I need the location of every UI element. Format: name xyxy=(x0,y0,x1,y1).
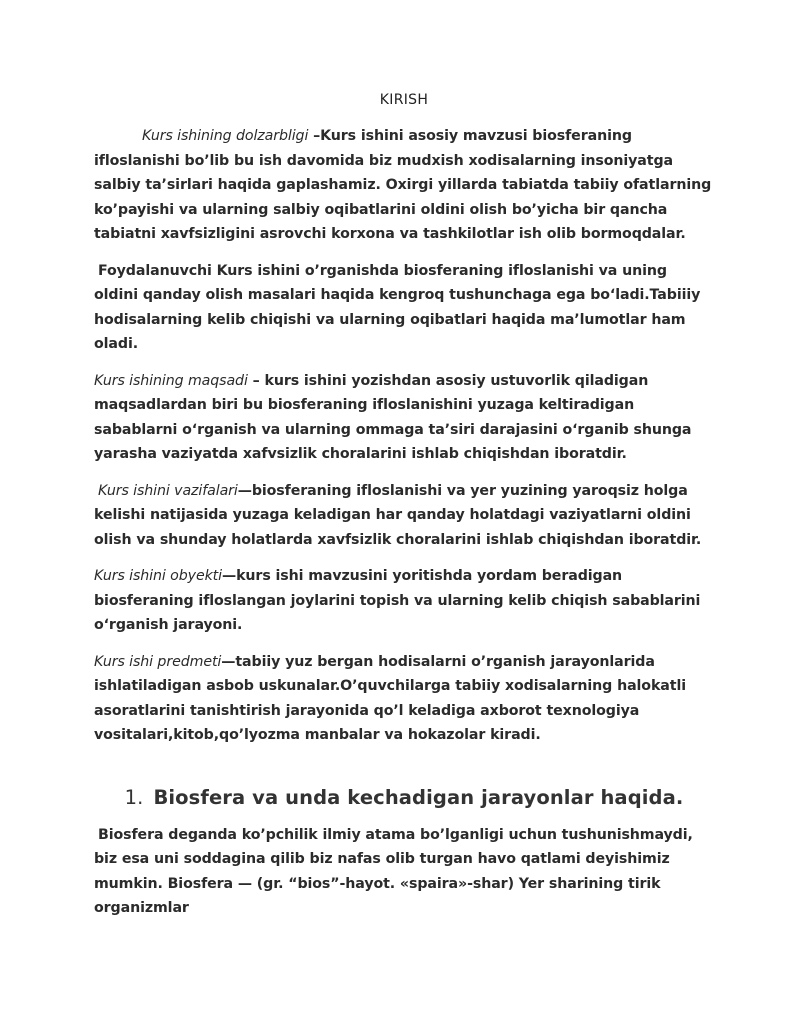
paragraph-text: Biosfera deganda ko’pchilik ilmiy atama bo’lganligi uchun tushunishmaydi, biz esa uni soddagina qilib biz nafas olib turgan havo qatlami deyishimiz mumkin. Biosfera — (gr. “bios”-hayot. «spaira»-shar) Yer sharining tirik organizmlar xyxy=(94,826,693,916)
page-heading: KIRISH xyxy=(379,92,429,108)
paragraph-user xyxy=(94,259,714,357)
paragraph-text: —tabiiy yuz bergan hodisalarni o’rganish jarayonlarida ishlatiladigan asbob uskunalar.O’quvchilarga tabiiy xodisalarning halokatli asoratlarini tanishtirish jarayonida qo’l keladiga axborot texnologiya vositalari,kitob,qo’lyozma manbalar va hokazolar kiradi. xyxy=(94,653,686,743)
section-title xyxy=(94,786,714,809)
section-title-text: Biosfera va unda kechadigan jarayonlar haqida. xyxy=(153,785,684,809)
paragraph-object xyxy=(94,564,714,638)
document-page xyxy=(94,92,714,933)
section-number: 1. xyxy=(124,785,144,809)
paragraph-lead: Kurs ishining maqsadi xyxy=(94,372,248,389)
paragraph-goal xyxy=(94,369,714,467)
paragraph-text: —kurs ishi mavzusini yoritishda yordam beradigan biosferaning ifloslangan joylarini topish va ularning kelib chiqish sabablarini oʻrganish jarayoni. xyxy=(94,568,701,633)
paragraph-tasks xyxy=(94,479,714,553)
paragraph-text: Foydalanuvchi Kurs ishini o’rganishda biosferaning ifloslanishi va uning oldini qanday olish masalari haqida kengroq tushunchaga ega boʻladi.Tabiiiy hodisalarning kelib chiqishi va ularning oqibatlari haqida ma’lumotlar ham oladi. xyxy=(94,262,701,352)
paragraph-text: – kurs ishini yozishdan asosiy ustuvorlik qiladigan maqsadlardan biri bu biosferaning ifloslanishini yuzaga keltiradigan sabablarni oʻrganish va ularning ommaga taʼsiri darajasini oʻrganib shunga yarasha vaziyatda xafvsizlik choralarini ishlab chiqishdan iboratdir. xyxy=(94,372,692,462)
section-paragraph xyxy=(94,823,714,921)
paragraph-lead: Kurs ishining dolzarbligi xyxy=(142,128,309,144)
paragraph-subject xyxy=(94,650,714,748)
paragraph-lead: Kurs ishini vazifalari xyxy=(98,482,238,499)
paragraph-lead: Kurs ishi predmeti xyxy=(94,653,222,670)
paragraph-text: —biosferaning ifloslanishi va yer yuzining yaroqsiz holga kelishi natijasida yuzaga keladigan har qanday holatdagi vaziyatlarni oldini olish va shunday holatlarda xavfsizlik choralarini ishlab chiqishdan iboratdir. xyxy=(94,482,702,548)
paragraph-text: –Kurs ishini asosiy mavzusi biosferaning ifloslanishi bo’lib bu ish davomida biz mudxish xodisalarning insoniyatga salbiy ta’sirlari haqida gaplashamiz. Oxirgi yillarda tabiatda tabiiy ofatlarning ko’payishi va ularning salbiy oqibatlarini oldini olish bo’yicha bir qancha tabiatni xavfsizligini asrovchi korxona va tashkilotlar ish olib bormoqdalar. xyxy=(94,128,712,242)
paragraph-relevance xyxy=(94,124,714,247)
paragraph-lead: Kurs ishini obyekti xyxy=(94,568,222,584)
